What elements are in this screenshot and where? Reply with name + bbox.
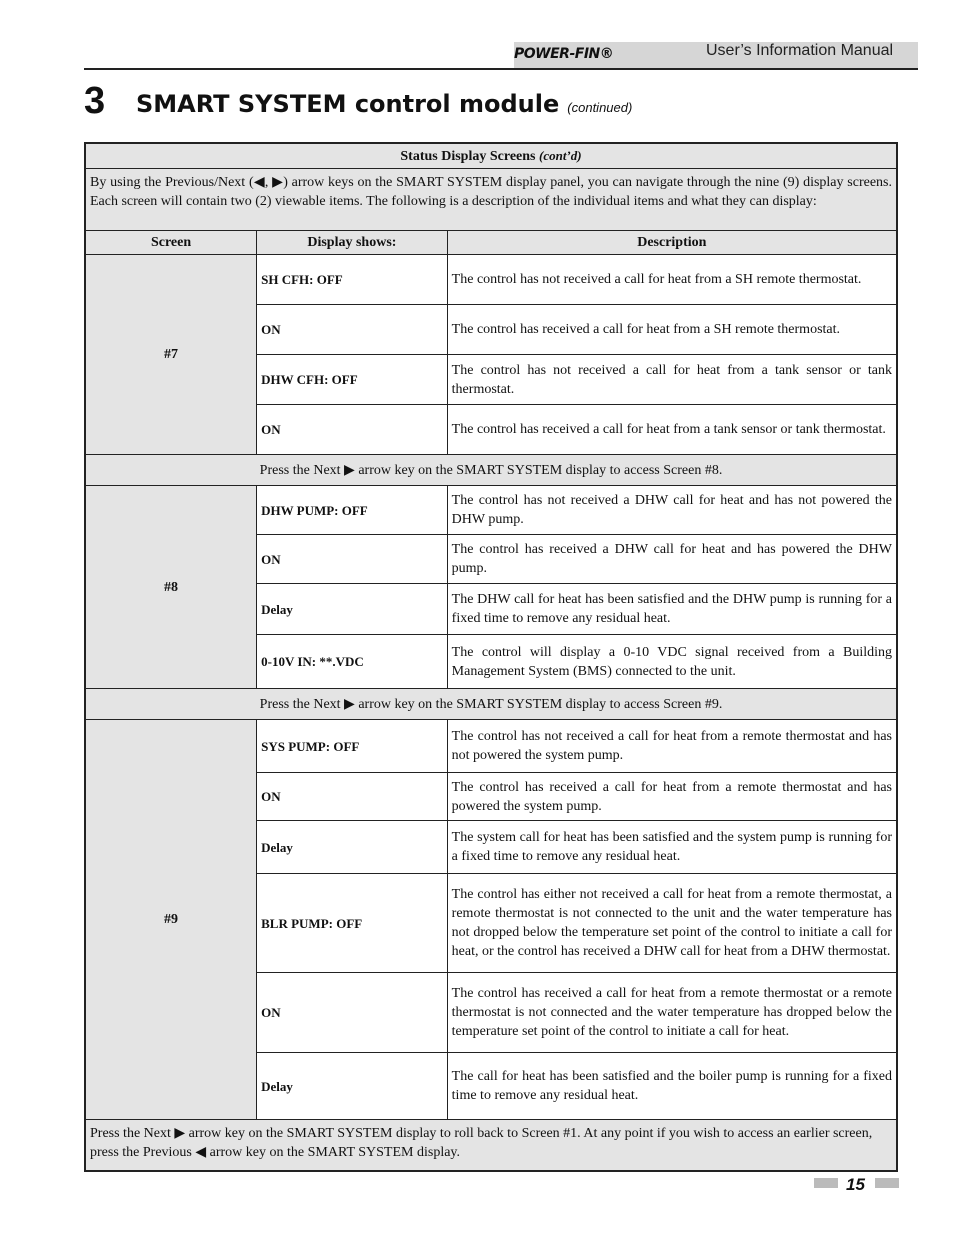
display-value: ON (257, 973, 448, 1053)
screen-label: #7 (85, 255, 257, 455)
section-number: 3 (84, 80, 106, 122)
description: The control has not received a DHW call for heat and has not powered the DHW pump. (447, 486, 897, 535)
section-title-text: SMART SYSTEM control module (136, 90, 560, 118)
navigation-note-row (85, 455, 897, 486)
display-value: DHW PUMP: OFF (257, 486, 448, 535)
section-title (136, 90, 632, 118)
table-title (85, 143, 897, 169)
description: The control has received a DHW call for heat and has powered the DHW pump. (447, 535, 897, 584)
display-value: ON (257, 405, 448, 455)
description: The control has received a call for heat from a SH remote thermostat. (447, 305, 897, 355)
description: The control has received a call for heat from a tank sensor or tank thermostat. (447, 405, 897, 455)
column-header-description: Description (447, 231, 897, 255)
screen-label: #9 (85, 720, 257, 1120)
column-header-row (85, 231, 897, 255)
description: The control has not received a call for heat from a SH remote thermostat. (447, 255, 897, 305)
display-value: ON (257, 535, 448, 584)
display-value: ON (257, 773, 448, 821)
table-row (85, 255, 897, 305)
page-number-bar-left (814, 1178, 838, 1188)
navigation-note: Press the Next ▶ arrow key on the SMART SYSTEM display to access Screen #9. (85, 689, 897, 720)
page-number: 15 (846, 1175, 865, 1194)
navigation-note-row (85, 689, 897, 720)
table-title-row (85, 143, 897, 169)
display-value: DHW CFH: OFF (257, 355, 448, 405)
display-value: SH CFH: OFF (257, 255, 448, 305)
description: The control has not received a call for heat from a tank sensor or tank thermostat. (447, 355, 897, 405)
display-value: SYS PUMP: OFF (257, 720, 448, 773)
description: The control has received a call for heat from a remote thermostat and has powered the system pump. (447, 773, 897, 821)
display-value: Delay (257, 821, 448, 874)
column-header-screen: Screen (85, 231, 257, 255)
display-value: 0-10V IN: **.VDC (257, 635, 448, 689)
manual-title: User’s Information Manual (706, 42, 894, 59)
screen-label: #8 (85, 486, 257, 689)
navigation-note: Press the Next ▶ arrow key on the SMART SYSTEM display to access Screen #8. (85, 455, 897, 486)
table-row (85, 720, 897, 773)
description: The DHW call for heat has been satisfied and the DHW pump is running for a fixed time to remove any residual heat. (447, 584, 897, 635)
description: The call for heat has been satisfied and the boiler pump is running for a fixed time to remove any residual heat. (447, 1053, 897, 1120)
display-value: BLR PUMP: OFF (257, 874, 448, 973)
description: The control has either not received a call for heat from a remote thermostat, a remote thermostat is not connected to the unit and the water temperature has not dropped below the temperature set point of the control to initiate a call for heat, or the control has received a DHW call for heat from a DHW thermostat. (447, 874, 897, 973)
table-title-text: Status Display Screens (400, 149, 536, 164)
description: The system call for heat has been satisfied and the system pump is running for a fixed time to remove any residual heat. (447, 821, 897, 874)
description: The control has not received a call for heat from a remote thermostat and has not powered the system pump. (447, 720, 897, 773)
header-rule (84, 68, 918, 70)
description: The control has received a call for heat from a remote thermostat or a remote thermostat is not connected and the water temperature has dropped below the temperature set point of the control to initiate a call for heat. (447, 973, 897, 1053)
display-value: Delay (257, 1053, 448, 1120)
table-title-suffix: (cont’d) (538, 148, 582, 163)
intro-row (85, 169, 897, 231)
table-row (85, 486, 897, 535)
intro-text: By using the Previous/Next (◀, ▶) arrow keys on the SMART SYSTEM display panel, you can navigate through the nine (9) display screens. Each screen will contain two (2) viewable items. The following is a description of the individual items and what they can display: (85, 169, 897, 231)
footer-note-row (85, 1120, 897, 1172)
description: The control will display a 0-10 VDC signal received from a Building Management System (BMS) connected to the unit. (447, 635, 897, 689)
footer-note: Press the Next ▶ arrow key on the SMART SYSTEM display to roll back to Screen #1. At any point if you wish to access an earlier screen, press the Previous ◀ arrow key on the SMART SYSTEM display. (85, 1120, 897, 1172)
display-value: ON (257, 305, 448, 355)
column-header-display: Display shows: (257, 231, 448, 255)
brand-logo: POWER-FIN® (514, 46, 614, 62)
section-continued: (continued) (567, 100, 633, 115)
page-number-bar-right (875, 1178, 899, 1188)
status-display-table (84, 142, 898, 1172)
display-value: Delay (257, 584, 448, 635)
